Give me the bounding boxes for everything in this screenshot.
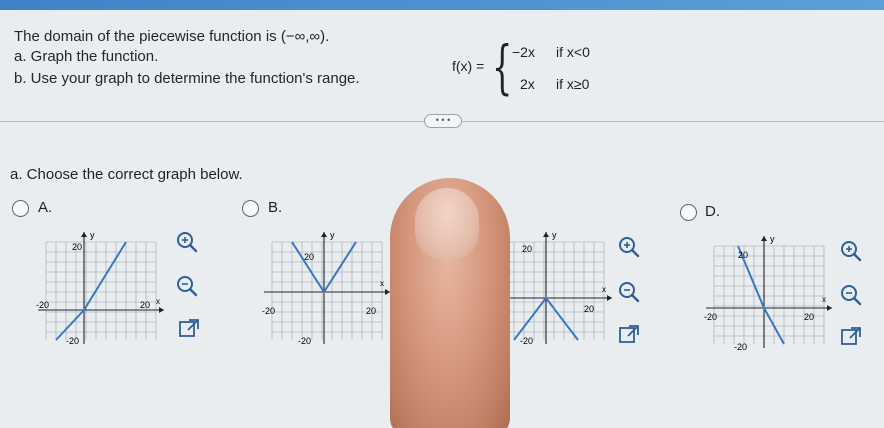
piece1-expression: −2x [512,44,535,60]
graph-d-left-tick: -20 [704,312,718,322]
fingernail [415,188,479,260]
graph-d-bottom-tick: -20 [734,342,748,352]
piece2-condition: if x≥0 [556,76,590,92]
graph-c-top-tick: 20 [522,244,533,254]
graph-d-y-label: y [770,234,775,244]
graph-a-left-tick: -20 [36,300,50,310]
piecewise-brace: { [492,33,513,101]
part-a-prompt: a. Choose the correct graph below. [10,166,243,183]
graph-a-bottom-tick: -20 [66,336,80,346]
graph-a-right-tick: 20 [140,300,151,310]
option-b-radio[interactable] [242,200,259,217]
graph-c-bottom-tick: -20 [520,336,534,346]
zoom-in-icon[interactable] [174,229,200,255]
graph-d-top-tick: 20 [738,250,749,260]
question-domain-text: The domain of the piecewise function is (−∞,∞). [14,28,330,45]
option-d-radio[interactable] [680,204,697,221]
graph-b-bottom-tick: -20 [298,336,312,346]
option-d-label: D. [705,203,720,220]
graph-c-right-tick: 20 [584,304,595,314]
option-b-label: B. [268,199,283,216]
question-part-a: a. Graph the function. [14,48,159,65]
graph-c-y-label: y [552,230,557,240]
piece2-expression: 2x [520,76,535,92]
graph-d-right-tick: 20 [804,312,815,322]
open-external-icon[interactable] [838,324,864,350]
graph-d-x-label: x [822,295,826,304]
option-a-radio[interactable] [12,200,29,217]
option-a-label: A. [38,199,53,216]
graph-a-y-label: y [90,230,95,240]
function-label: f(x) = [452,58,485,74]
zoom-in-icon[interactable] [616,234,642,260]
open-external-icon[interactable] [616,322,642,348]
piece1-condition: if x<0 [556,44,590,60]
open-external-icon[interactable] [176,316,202,342]
graph-b-y-label: y [330,230,335,240]
graph-option-d[interactable] [704,232,834,352]
graph-a-top-tick: 20 [72,242,83,252]
question-part-b: b. Use your graph to determine the function's range. [14,70,360,87]
graph-c-x-label: x [602,285,606,294]
zoom-out-icon[interactable] [174,273,200,299]
graph-b-top-tick: 20 [304,252,315,262]
top-accent-band [0,0,884,10]
graph-b-x-label: x [380,279,384,288]
graph-option-a[interactable] [36,228,166,348]
expand-more-button[interactable]: • • • [424,114,462,128]
zoom-out-icon[interactable] [838,282,864,308]
graph-option-b[interactable] [262,228,392,348]
graph-a-x-label: x [156,297,160,306]
zoom-in-icon[interactable] [838,238,864,264]
graph-b-left-tick: -20 [262,306,276,316]
zoom-out-icon[interactable] [616,279,642,305]
graph-b-right-tick: 20 [366,306,377,316]
